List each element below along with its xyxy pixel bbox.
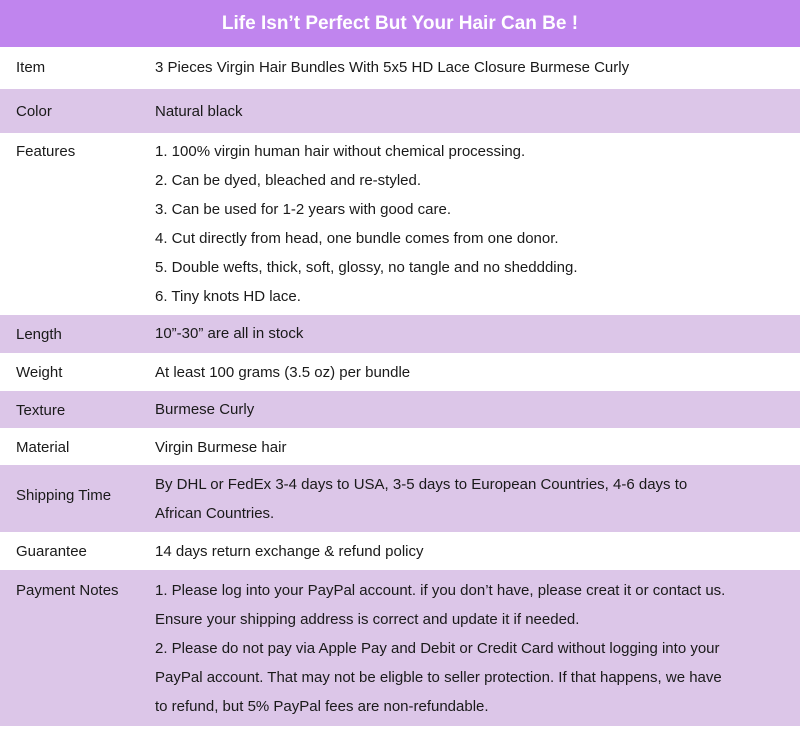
row-texture <box>0 391 800 428</box>
row-value: Natural black <box>155 103 243 120</box>
list-item: 4. Cut directly from head, one bundle comes from one donor. <box>155 230 559 247</box>
row-label: Length <box>16 326 62 343</box>
row-label: Material <box>16 439 70 456</box>
row-value: 10”-30” are all in stock <box>155 325 304 342</box>
row-label: Texture <box>16 402 66 419</box>
row-item <box>0 47 800 89</box>
list-item: 2. Can be dyed, bleached and re-styled. <box>155 172 422 189</box>
row-value <box>155 576 792 721</box>
row-label: Features <box>16 143 76 160</box>
row-weight <box>0 353 800 391</box>
row-material <box>0 428 800 465</box>
row-value: At least 100 grams (3.5 oz) per bundle <box>155 364 411 381</box>
row-value <box>155 470 792 528</box>
list-item: 6. Tiny knots HD lace. <box>155 288 301 305</box>
row-features <box>0 133 800 315</box>
row-label: Item <box>16 59 46 76</box>
row-shipping-time <box>0 465 800 532</box>
text-line: to refund, but 5% PayPal fees are non-refundable. <box>155 698 489 715</box>
row-value <box>155 137 792 311</box>
row-label: Payment Notes <box>16 582 119 599</box>
row-label: Guarantee <box>16 543 87 560</box>
row-length <box>0 315 800 353</box>
text-line: By DHL or FedEx 3-4 days to USA, 3-5 days to European Countries, 4-6 days to <box>155 476 688 493</box>
row-label: Shipping Time <box>16 487 112 504</box>
text-line: PayPal account. That may not be eligble to seller protection. If that happens, we have <box>155 669 722 686</box>
page-title: Life Isn’t Perfect But Your Hair Can Be ! <box>0 0 800 47</box>
text-line: 1. Please log into your PayPal account. if you don’t have, please creat it or contact us. <box>155 582 726 599</box>
list-item: 3. Can be used for 1-2 years with good care. <box>155 201 452 218</box>
row-value: Burmese Curly <box>155 401 255 418</box>
text-line: African Countries. <box>155 505 275 522</box>
row-value: 14 days return exchange & refund policy <box>155 543 424 560</box>
row-value: 3 Pieces Virgin Hair Bundles With 5x5 HD Lace Closure Burmese Curly <box>155 59 630 76</box>
row-color <box>0 89 800 133</box>
row-label: Weight <box>16 364 63 381</box>
row-payment-notes <box>0 570 800 726</box>
row-guarantee <box>0 532 800 570</box>
row-label: Color <box>16 103 52 120</box>
list-item: 1. 100% virgin human hair without chemical processing. <box>155 143 526 160</box>
text-line: 2. Please do not pay via Apple Pay and Debit or Credit Card without logging into your <box>155 640 720 657</box>
text-line: Ensure your shipping address is correct and update it if needed. <box>155 611 580 628</box>
row-value: Virgin Burmese hair <box>155 439 287 456</box>
list-item: 5. Double wefts, thick, soft, glossy, no tangle and no sheddding. <box>155 259 578 276</box>
